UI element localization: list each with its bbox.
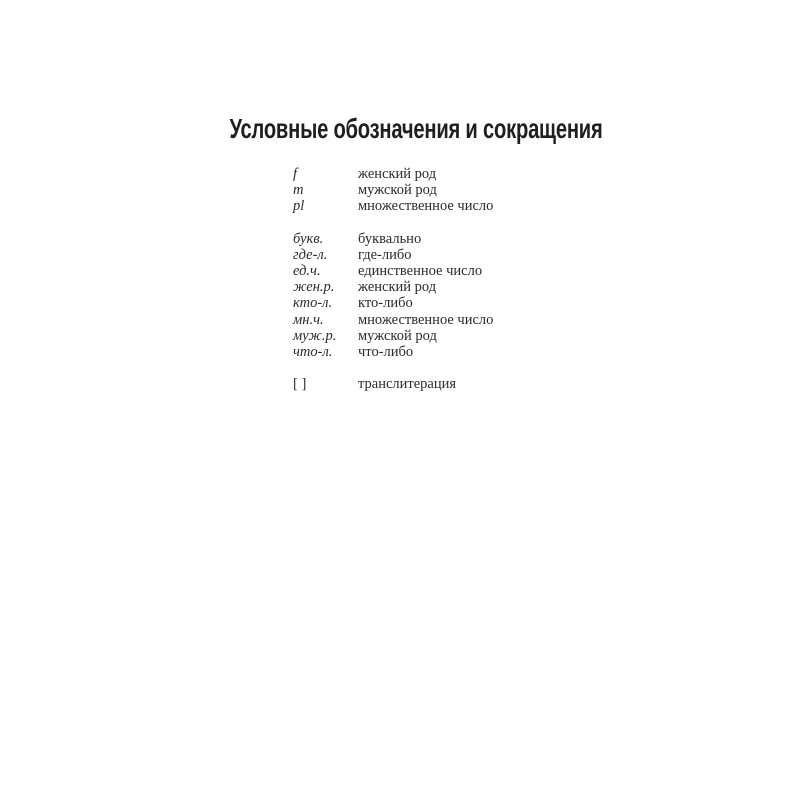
abbr-term: ед.ч. <box>293 263 321 280</box>
abbr-definition: транслитерация <box>358 376 457 393</box>
abbr-term: m <box>293 182 304 199</box>
abbr-term: f <box>293 166 298 182</box>
abbr-definition: множественное число <box>358 198 494 215</box>
abbr-definition: кто-либо <box>358 295 413 312</box>
abbr-term: что-л. <box>293 344 333 361</box>
abbr-row <box>293 198 593 214</box>
abbr-row <box>293 295 593 311</box>
abbr-term: мн.ч. <box>293 311 324 328</box>
abbreviation-group <box>293 166 593 215</box>
abbr-definition: множественное число <box>358 311 494 328</box>
abbr-row <box>293 182 593 198</box>
abbr-row <box>293 231 593 247</box>
abbr-definition: женский род <box>358 166 437 182</box>
abbr-definition: женский род <box>358 279 437 296</box>
abbreviation-list <box>293 166 593 392</box>
abbr-definition: что-либо <box>358 344 414 361</box>
abbr-row <box>293 166 593 182</box>
abbreviation-group <box>293 231 593 361</box>
abbr-row <box>293 312 593 328</box>
abbr-definition: буквально <box>358 230 422 247</box>
abbr-term: муж.р. <box>293 327 337 344</box>
abbreviation-group <box>293 376 593 392</box>
abbr-term: жен.р. <box>293 279 335 296</box>
abbr-definition: мужской род <box>358 327 437 344</box>
abbr-term: где-л. <box>293 246 328 263</box>
abbr-row <box>293 328 593 344</box>
abbr-definition: где-либо <box>358 246 412 263</box>
abbr-term: букв. <box>293 230 324 247</box>
abbr-term: pl <box>293 198 305 215</box>
abbr-row <box>293 247 593 263</box>
abbr-term: [ ] <box>293 376 307 393</box>
abbr-definition: мужской род <box>358 182 437 199</box>
page-title-anchor <box>229 113 800 144</box>
abbr-row <box>293 376 593 392</box>
abbr-term: кто-л. <box>293 295 333 312</box>
abbr-row <box>293 344 593 360</box>
abbr-row <box>293 263 593 279</box>
page-title: Условные обозначения и сокращения <box>229 113 603 144</box>
abbr-row <box>293 279 593 295</box>
abbr-definition: единственное число <box>358 263 483 280</box>
